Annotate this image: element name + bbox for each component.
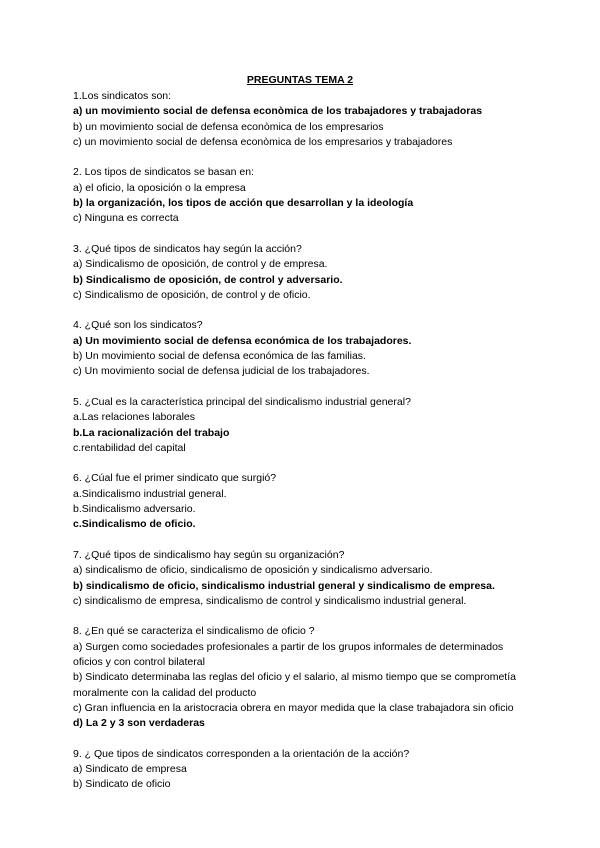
answer-option-correct: b.La racionalización del trabajo [73, 426, 230, 439]
answer-option-correct: b) la organización, los tipos de acción que desarrollan y la ideología [73, 197, 414, 210]
question-text: 1.Los sindicatos son: [73, 90, 172, 102]
question-text: 8. ¿En qué se caracteriza el sindicalismo de oficio ? [73, 625, 315, 638]
answer-option: a) Sindicalismo de oposición, de control y de empresa. [73, 258, 328, 271]
answer-option: a) Sindicato de empresa [73, 763, 187, 776]
answer-option: c) Ninguna es correcta [73, 212, 179, 225]
answer-option: b) un movimiento social de defensa econòmica de los empresarios [73, 120, 384, 133]
question-5 [73, 395, 533, 456]
question-8 [73, 624, 533, 731]
question-text: 6. ¿Cúal fue el primer sindicato que surgió? [73, 472, 277, 485]
answer-option: c) Gran influencia en la aristocracia obrera en mayor medida que la clase trabajadora sin oficio [73, 701, 514, 714]
answer-option-correct: a) un movimiento social de defensa econòmica de los trabajadores y trabajadoras [73, 105, 483, 118]
answer-option: a) sindicalismo de oficio, sindicalismo de oposición y sindicalismo adversario. [73, 564, 433, 577]
answer-option: c) Sindicalismo de oposición, de control y de oficio. [73, 288, 311, 301]
question-7 [73, 548, 533, 609]
answer-option: b.Sindicalismo adversario. [73, 503, 196, 516]
answer-option: c.rentabilidad del capital [73, 441, 186, 454]
answer-option: a) el oficio, la oposición o la empresa [73, 181, 246, 194]
question-4 [73, 318, 533, 379]
question-text: 4. ¿Qué son los sindicatos? [73, 319, 203, 332]
question-text: 3. ¿Qué tipos de sindicatos hay según la acción? [73, 242, 302, 255]
question-text: 7. ¿Qué tipos de sindicalismo hay según su organización? [73, 548, 345, 561]
answer-option: a.Las relaciones laborales [73, 411, 195, 424]
answer-option: c) sindicalismo de empresa, sindicalismo de control y sindicalismo industrial general. [73, 594, 467, 607]
answer-option: b) Sindicato determinaba las reglas del oficio y el salario, al mismo tiempo que se comprometía moralmente con la calidad del producto [73, 671, 516, 699]
answer-option: a) Surgen como sociedades profesionales a partir de los grupos informales de determinados oficios y con control bilateral [73, 640, 504, 668]
question-3 [73, 242, 533, 303]
question-9 [73, 747, 533, 793]
answer-option: c) Un movimiento social de defensa judicial de los trabajadores. [73, 365, 370, 378]
question-text: 2. Los tipos de sindicatos se basan en: [73, 166, 254, 179]
answer-option-correct: b) Sindicalismo de oposición, de control y adversario. [73, 273, 343, 286]
answer-option: b) Sindicato de oficio [73, 778, 171, 791]
answer-option: b) Un movimiento social de defensa económica de las familias. [73, 350, 366, 363]
answer-option: a.Sindicalismo industrial general. [73, 487, 227, 500]
question-6 [73, 471, 533, 532]
question-1 [73, 89, 533, 150]
answer-option: c) un movimiento social de defensa econòmica de los empresarios y trabajadores [73, 135, 453, 148]
answer-option-correct: d) La 2 y 3 son verdaderas [73, 717, 205, 730]
page-title: PREGUNTAS TEMA 2 [246, 74, 354, 86]
question-text: 9. ¿ Que tipos de sindicatos corresponden a la orientación de la acción? [73, 747, 410, 760]
question-text: 5. ¿Cual es la característica principal del sindicalismo industrial general? [73, 395, 411, 408]
answer-option-correct: c.Sindicalismo de oficio. [73, 518, 196, 531]
answer-option-correct: a) Un movimiento social de defensa económica de los trabajadores. [73, 334, 412, 347]
question-list [73, 89, 533, 808]
answer-option-correct: b) sindicalismo de oficio, sindicalismo industrial general y sindicalismo de empresa. [73, 579, 495, 592]
question-2 [73, 165, 533, 226]
